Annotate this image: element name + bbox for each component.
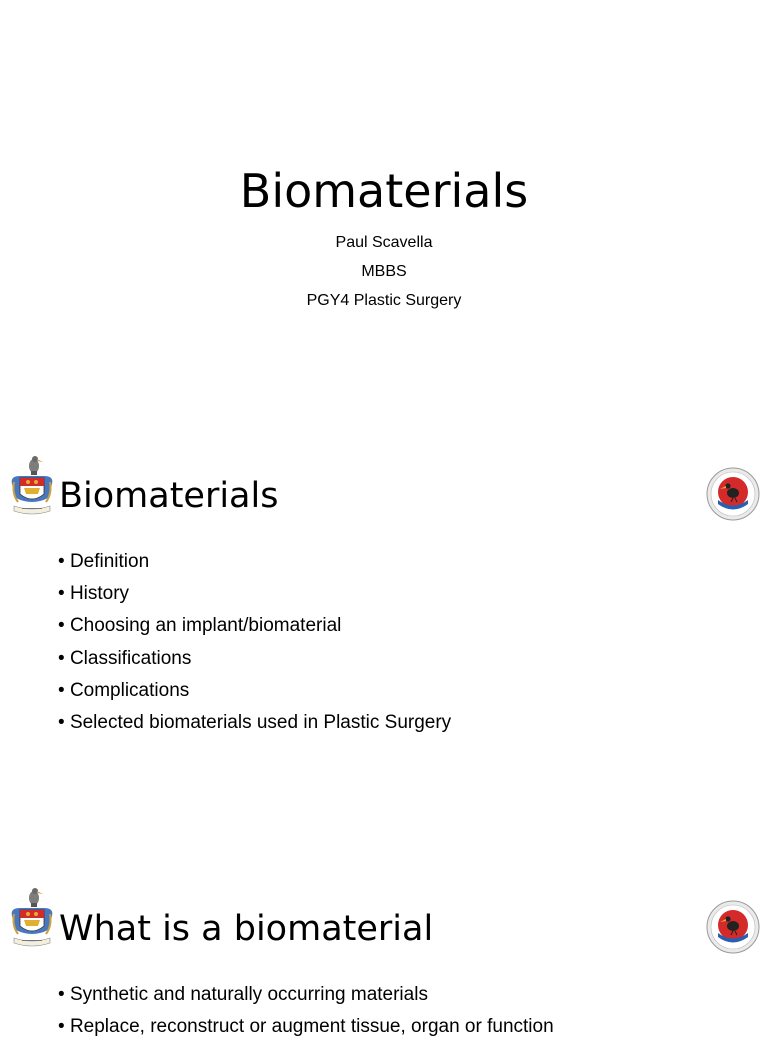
bullet-list — [58, 546, 451, 739]
list-item: • Classifications — [58, 643, 451, 675]
author-position: PGY4 Plastic Surgery — [306, 292, 462, 309]
list-item: • Synthetic and naturally occurring materials — [58, 979, 554, 1011]
author-name: Paul Scavella — [335, 234, 433, 251]
author-degree: MBBS — [361, 263, 407, 280]
slide-title: What is a biomaterial — [59, 909, 434, 949]
slide-title: Biomaterials — [59, 476, 279, 516]
pelican-seal-icon — [706, 467, 760, 521]
list-item: • Selected biomaterials used in Plastic Surgery — [58, 707, 451, 739]
bullet-list — [58, 979, 554, 1043]
list-item: • Replace, reconstruct or augment tissue, organ or function — [58, 1011, 554, 1043]
university-crest-icon — [8, 454, 56, 520]
title-slide — [0, 0, 768, 432]
presentation-title: Biomaterials — [239, 164, 529, 218]
list-item: • Complications — [58, 675, 451, 707]
list-item: • History — [58, 578, 451, 610]
list-item: • Choosing an implant/biomaterial — [58, 610, 451, 642]
presentation-subtitle — [0, 228, 768, 315]
definition-slide — [0, 864, 768, 1038]
university-crest-icon — [8, 886, 56, 952]
overview-slide — [0, 432, 768, 864]
list-item: • Definition — [58, 546, 451, 578]
pelican-seal-icon — [706, 900, 760, 954]
